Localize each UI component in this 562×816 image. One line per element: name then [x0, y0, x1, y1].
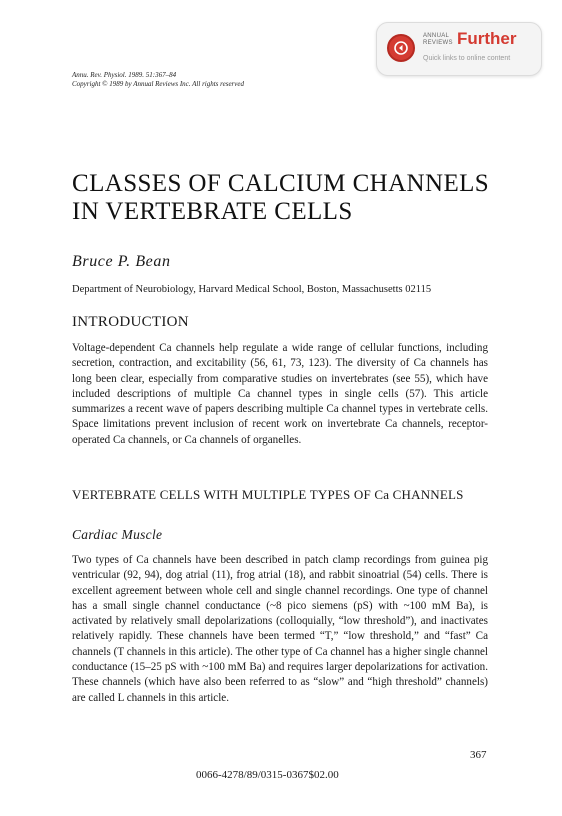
- play-arrow-icon: [387, 34, 415, 62]
- article-title: CLASSES OF CALCIUM CHANNELS IN VERTEBRATE CELLS: [72, 170, 490, 225]
- introduction-paragraph: Voltage-dependent Ca channels help regulate a wide range of cellular functions, including secretion, contraction, and excitability (56, 61, 73, 123). The diversity of Ca channels has long been clear, especially from comparative studies on invertebrates (see 55), which have included descriptions of multiple Ca channel types in single cells (57). This article summarizes a recent wave of papers describing multiple Ca channel types in vertebrate cells. Space limitations prevent inclusion of recent work on invertebrate Ca channels, receptor-operated Ca channels, or Ca channels of organelles.: [72, 342, 488, 446]
- cardiac-muscle-heading: Cardiac Muscle: [72, 527, 163, 542]
- author-name: Bruce P. Bean: [72, 253, 171, 270]
- badge-brand: Further: [457, 29, 517, 48]
- cardiac-muscle-paragraph: Two types of Ca channels have been described in patch clamp recordings from guinea pig ventricular (92, 94), dog atrial (11), frog atrial (18), and rabbit sinoatrial (54) cells. There is excellent agreement between whole cell and single channel recordings. One type of channel has a small single channel conductance (~8 pico siemens (pS) with ~100 mM Ba), is activated by relatively small depolarizations (colloquially, “low threshold”), and inactivates relatively rapidly. These channels have been termed “T,” “low threshold,” and “fast” Ca channels (T channels in this article). The other type of Ca channel has a higher single channel conductance (15–25 pS with ~100 mM Ba) and requires larger depolarizations for activation. These channels (which have also been referred to as “slow” and “high threshold” channels) are called L channels in this article.: [72, 554, 488, 704]
- vertebrate-cells-heading: VERTEBRATE CELLS WITH MULTIPLE TYPES OF Ca CHANNELS: [72, 487, 464, 502]
- annual-reviews-further-badge[interactable]: [376, 22, 542, 76]
- badge-publisher-label: ANNUAL REVIEWS: [423, 33, 453, 46]
- page-number: 367: [470, 749, 487, 761]
- badge-subtitle: Quick links to online content: [423, 55, 511, 62]
- copyright-line: Copyright © 1989 by Annual Reviews Inc. All rights reserved: [72, 80, 244, 88]
- citation-block: [72, 71, 244, 89]
- journal-citation: Annu. Rev. Physiol. 1989. 51:367–84: [72, 71, 177, 79]
- article-code: 0066-4278/89/0315-0367$02.00: [196, 769, 339, 781]
- introduction-heading: INTRODUCTION: [72, 314, 189, 330]
- author-affiliation: Department of Neurobiology, Harvard Medical School, Boston, Massachusetts 02115: [72, 284, 432, 295]
